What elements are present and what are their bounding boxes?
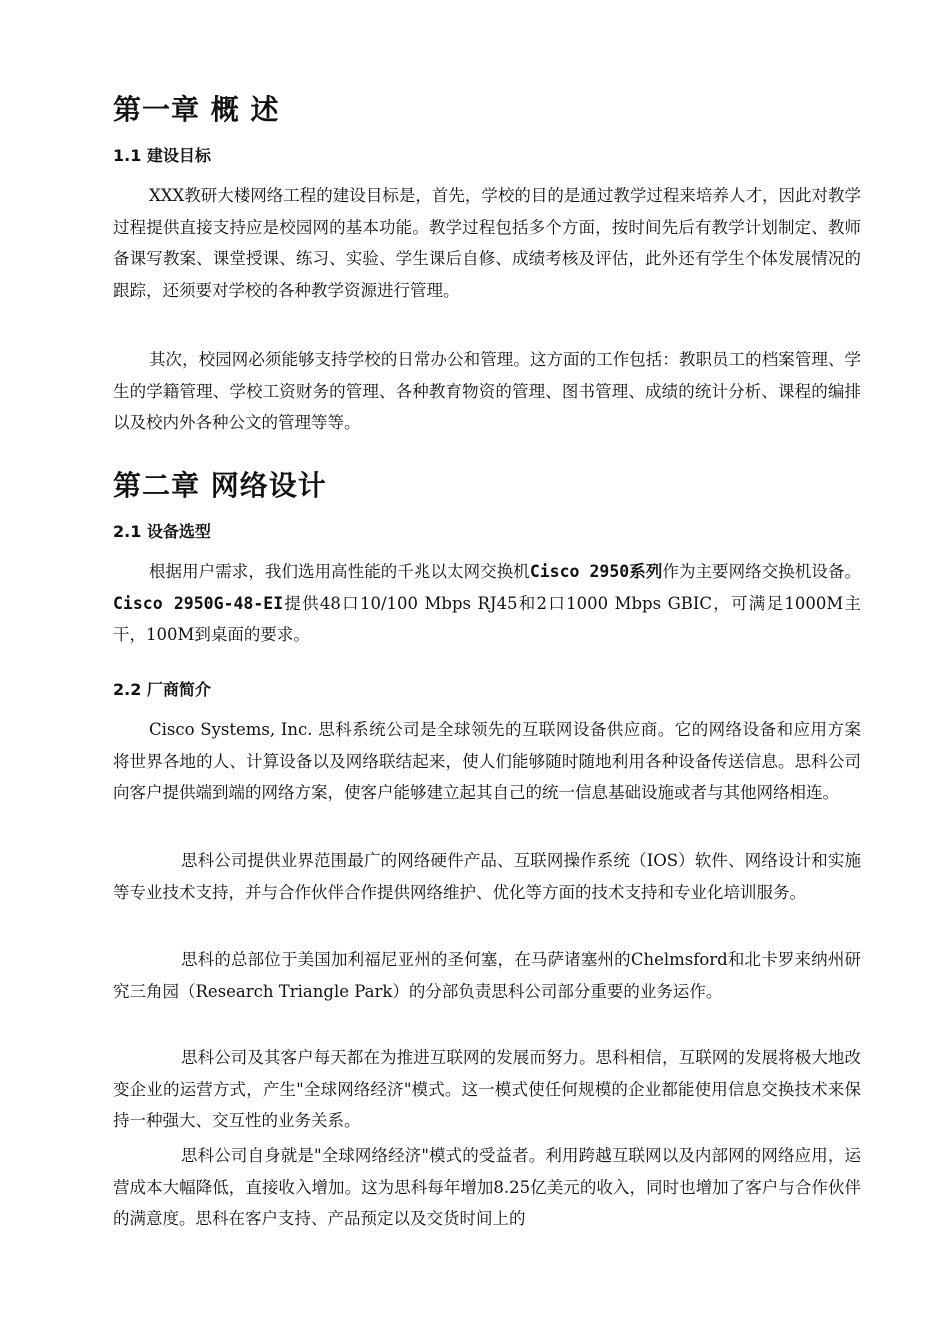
section-2-2-title: 2.2 厂商简介 xyxy=(113,680,211,699)
paragraph-device-selection xyxy=(113,556,861,651)
paragraph-text: 提供48口10/100 Mbps RJ45和2口1000 Mbps GBIC，可满足1000M主干，100M到桌面的要求。 xyxy=(113,593,861,644)
paragraph-text: 作为主要网络交换机设备。 xyxy=(662,562,862,581)
paragraph: 思科公司提供业界范围最广的网络硬件产品、互联网操作系统（IOS）软件、网络设计和实施等专业技术支持，并与合作伙伴合作提供网络维护、优化等方面的技术支持和专业化培训服务。 xyxy=(113,851,861,902)
paragraph: XXX教研大楼网络工程的建设目标是，首先，学校的目的是通过教学过程来培养人才，因此对教学过程提供直接支持应是校园网的基本功能。教学过程包括多个方面，按时间先后有教学计划制定、教师备课写教案、课堂授课、练习、实验、学生课后自修、成绩考核及评估，此外还有学生个体发展情况的跟踪，还须要对学校的各种教学资源进行管理。 xyxy=(113,186,861,300)
paragraph-text: 根据用户需求，我们选用高性能的千兆以太网交换机 xyxy=(149,562,530,581)
chapter-2-title: 第二章 网络设计 xyxy=(113,469,327,502)
section-2-1-title: 2.1 设备选型 xyxy=(113,522,211,541)
chapter-1-title: 第一章 概 述 xyxy=(113,93,280,126)
section-1-1-title: 1.1 建设目标 xyxy=(113,146,211,165)
paragraph: Cisco Systems, Inc. 思科系统公司是全球领先的互联网设备供应商。它的网络设备和应用方案将世界各地的人、计算设备以及网络联结起来，使人们能够随时随地利用各种设备传送信息。思科公司向客户提供端到端的网络方案，使客户能够建立起其自己的统一信息基础设施或者与其他网络相连。 xyxy=(113,720,861,802)
paragraph: 思科的总部位于美国加利福尼亚州的圣何塞，在马萨诸塞州的Chelmsford和北卡罗来纳州研究三角园（Research Triangle Park）的分部负责思科公司部分重要的业务运作。 xyxy=(113,950,861,1001)
product-model: Cisco 2950G-48-EI xyxy=(113,593,284,613)
product-name: Cisco 2950系列 xyxy=(529,562,663,581)
paragraph: 思科公司及其客户每天都在为推进互联网的发展而努力。思科相信，互联网的发展将极大地改变企业的运营方式，产生"全球网络经济"模式。这一模式使任何规模的企业都能使用信息交换技术来保持一种强大、交互性的业务关系。 xyxy=(113,1048,861,1130)
paragraph: 其次，校园网必须能够支持学校的日常办公和管理。这方面的工作包括：教职员工的档案管理、学生的学籍管理、学校工资财务的管理、各种教育物资的管理、图书管理、成绩的统计分析、课程的编排以及校内外各种公文的管理等等。 xyxy=(113,350,861,432)
paragraph: 思科公司自身就是"全球网络经济"模式的受益者。利用跨越互联网以及内部网的网络应用，运营成本大幅降低，直接收入增加。这为思科每年增加8.25亿美元的收入，同时也增加了客户与合作伙伴的满意度。思科在客户支持、产品预定以及交货时间上的 xyxy=(113,1146,861,1228)
